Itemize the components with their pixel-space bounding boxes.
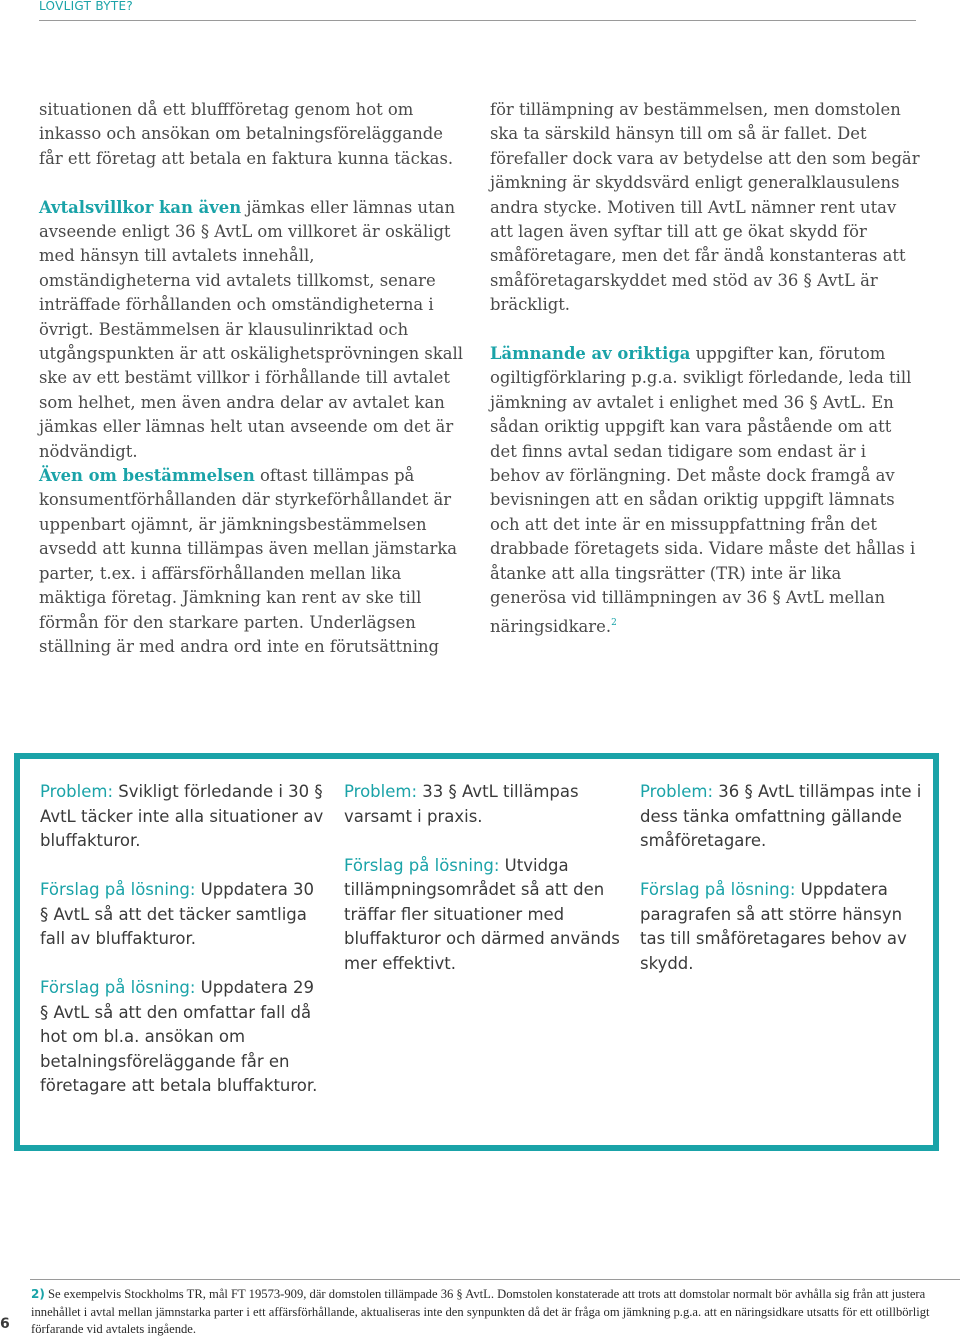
box-item [40, 780, 325, 854]
left-column [39, 98, 469, 659]
right-column [490, 98, 920, 639]
box-item-text: Uppdatera 29 § AvtL så att den omfattar fall då hot om bl.a. ansökan om betalningsföreläggande får en företagare att betala bluffakturor. [40, 978, 318, 1095]
footer-rule [30, 1279, 960, 1280]
box-item-text: Svikligt förledande i 30 § AvtL täcker inte alla situationer av bluffakturor. [40, 782, 324, 850]
box-item-text: 33 § AvtL tillämpas varsamt i praxis. [344, 782, 579, 826]
box-item-label: Förslag på lösning: [40, 880, 196, 899]
page-number: 6 [0, 1316, 10, 1332]
box-column-3 [640, 780, 925, 1001]
box-item-label: Problem: [344, 782, 418, 801]
box-item-label: Förslag på lösning: [640, 880, 796, 899]
running-header: LOVLIGT BYTE? [39, 0, 134, 13]
box-item [40, 878, 325, 952]
box-item-text: Uppdatera 30 § AvtL så att det täcker samtliga fall av bluffakturor. [40, 880, 315, 948]
left-paragraph-2 [39, 196, 469, 464]
box-item-label: Förslag på lösning: [40, 978, 196, 997]
left-paragraph-3-lead: Även om bestämmelsen [39, 466, 255, 486]
box-item [40, 976, 325, 1099]
box-item [640, 878, 925, 976]
box-item [640, 780, 925, 854]
left-paragraph-2-text: jämkas eller lämnas utan avseende enligt 36 § AvtL om villkoret är oskäligt med hänsyn till avtalets innehåll, omständigheterna vid avtalets tillkomst, senare inträffade förhållanden och omständigheterna i övrigt. Bestämmelsen är klausulinriktad och utgångspunkten är att oskälighetsprövningen skall ske av ett bestämt villkor i förhållande till avtalet som helhet, men även andra delar av avtalet kan jämkas eller lämnas helt utan avseende om det är nödvändigt. [39, 197, 464, 461]
box-item [344, 854, 624, 977]
box-item-label: Problem: [640, 782, 714, 801]
footnote-number: 2) [31, 1287, 45, 1301]
box-item-text: Utvidga tillämpningsområdet så att den träffar fler situationer med bluffakturor och därmed används mer effektivt. [344, 855, 620, 973]
left-paragraph-3-text: oftast tillämpas på konsumentförhållanden där styrkeförhållandet är uppenbart ojämnt, är jämkningsbestämmelsen avsedd att kunna tillämpas även mellan jämstarka parter, t.ex. i affärsförhållanden mellan lika mäktiga företag. Jämkning kan rent av ske till förmån för den starkare parten. Underlägsen ställning är med andra ord inte en förutsättning [39, 466, 458, 656]
header-rule [39, 20, 916, 21]
box-item-label: Förslag på lösning: [344, 855, 500, 875]
box-item-text: Uppdatera paragrafen så att större hänsyn tas till småföretagares behov av skydd. [640, 880, 907, 973]
box-column-1 [40, 780, 325, 1123]
right-paragraph-2-text: uppgifter kan, förutom ogiltigförklaring p.g.a. svikligt förledande, leda till jämkning av avtalet i enlighet med 36 § AvtL. En sådan oriktig uppgift kan vara påstående om att det finns avtal sedan tidigare som endast är i behov av förlängning. Det måste dock framgå av bevisningen att en sådan oriktig uppgift lämnats och att det inte är en missuppfattning från det drabbade företagets sida. Vidare måste det hållas i åtanke att alla tingsrätter (TR) inte är lika generösa vid tillämpningen av 36 § AvtL mellan näringsidkare. [490, 344, 916, 636]
right-paragraph-2-lead: Lämnande av oriktiga [490, 344, 691, 364]
footnote-reference[interactable]: 2 [611, 617, 617, 628]
right-paragraph-2 [490, 342, 920, 639]
footnote [31, 1286, 959, 1339]
footnote-text: Se exempelvis Stockholms TR, mål FT 19573-909, där domstolen tillämpade 36 § AvtL. Domstolen konstaterade att trots att domstolar normalt bör avhålla sig från att justera innehållet i avtal mellan jämnstarka parter i ett affärsförhållande, aktualiseras inte den synpunkten då det är fråga om jämkning p.g.a. att en näringsidkare utsatts för ett otillbörligt förfarande vid avtalets ingående. [31, 1287, 930, 1336]
right-paragraph-1: för tillämpning av bestämmelsen, men domstolen ska ta särskild hänsyn till om så är fallet. Det förefaller dock vara av betydelse att den som begär jämkning är skyddsvärd enligt generalklausulens andra stycke. Motiven till AvtL nämner rent utav att lagen även syftar till att ge ökat skydd för småföretagare, men det får ändå konstanteras att småföretagarskyddet med stöd av 36 § AvtL är bräckligt. [490, 100, 920, 315]
box-column-2 [344, 780, 624, 1001]
left-paragraph-1: situationen då ett bluffföretag genom hot om inkasso och ansökan om betalningsföreläggande får ett företag att betala en faktura kunna täckas. [39, 100, 454, 168]
left-paragraph-2-lead: Avtalsvillkor kan även [39, 197, 242, 217]
box-item-label: Problem: [40, 782, 114, 801]
left-paragraph-3 [39, 464, 469, 659]
box-item-text: 36 § AvtL tillämpas inte i dess tänka omfattning gällande småföretagare. [640, 782, 922, 850]
box-item [344, 780, 624, 829]
